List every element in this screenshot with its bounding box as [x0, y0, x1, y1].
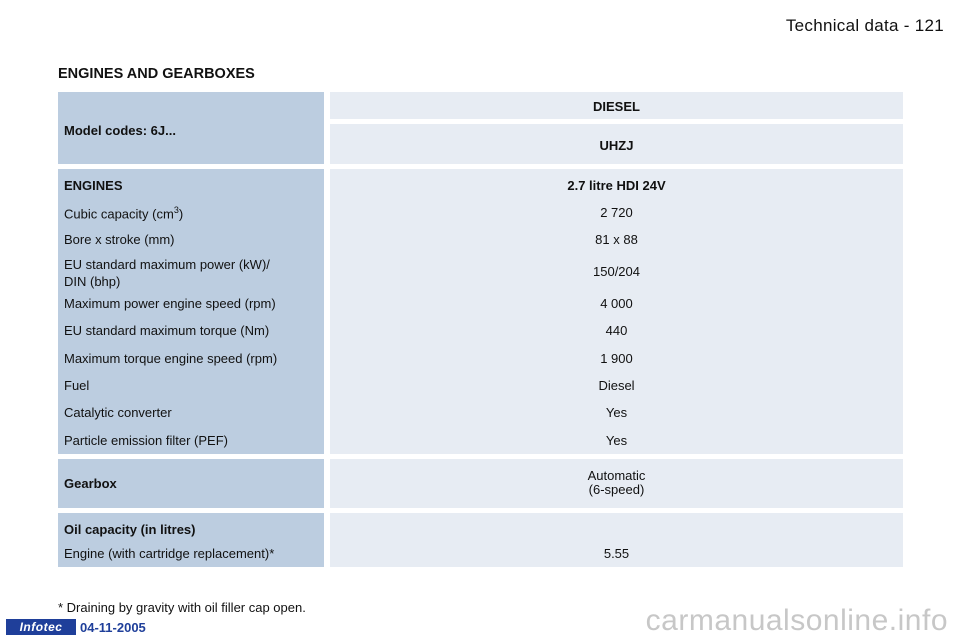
infotec-logo: Infotec — [6, 619, 76, 635]
bore-stroke-value: 81 x 88 — [595, 232, 638, 247]
oil-heading: Oil capacity (in litres) — [64, 522, 196, 537]
pef-label: Particle emission filter (PEF) — [64, 433, 228, 448]
catalytic-converter-value: Yes — [605, 405, 628, 420]
bore-stroke-label: Bore x stroke (mm) — [64, 232, 175, 247]
gearbox-label: Gearbox — [64, 476, 117, 491]
catalytic-converter-label: Catalytic converter — [64, 405, 172, 420]
engine-name-value: 2.7 litre HDI 24V — [567, 178, 666, 193]
max-power-value: 150/204 — [593, 264, 640, 279]
edition-date: 04-11-2005 — [80, 620, 146, 635]
watermark: carmanualsonline.info — [645, 604, 948, 637]
pef-value: Yes — [605, 433, 628, 448]
model-codes-label: Model codes: 6J... — [64, 123, 176, 138]
oil-engine-label: Engine (with cartridge replacement)* — [64, 546, 275, 561]
max-power-speed-label: Maximum power engine speed (rpm) — [64, 296, 276, 311]
max-torque-label: EU standard maximum torque (Nm) — [64, 323, 270, 338]
page-header: Technical data - 121 — [785, 16, 944, 35]
gearbox-value: Automatic (6-speed) — [587, 468, 646, 497]
max-torque-speed-value: 1 900 — [600, 351, 633, 366]
fuel-type-value: DIESEL — [593, 99, 640, 114]
cubic-capacity-value: 2 720 — [600, 205, 633, 220]
model-code-value: UHZJ — [599, 138, 634, 153]
fuel-label: Fuel — [64, 378, 90, 393]
cubic-capacity-label: Cubic capacity $(cm^3)$ — [64, 205, 184, 222]
fuel-value: Diesel — [598, 378, 635, 393]
max-torque-speed-label: Maximum torque engine speed (rpm) — [64, 351, 278, 366]
section-title: ENGINES AND GEARBOXES — [58, 66, 255, 82]
engines-heading: ENGINES — [64, 178, 123, 193]
max-power-label: EU standard maximum power (kW)/ DIN (bhp) — [64, 257, 270, 289]
max-power-speed-value: 4 000 — [600, 296, 633, 311]
max-torque-value: 440 — [605, 323, 628, 338]
footnote: * Draining by gravity with oil filler cap open. — [58, 600, 306, 615]
oil-engine-value: 5.55 — [603, 546, 630, 561]
